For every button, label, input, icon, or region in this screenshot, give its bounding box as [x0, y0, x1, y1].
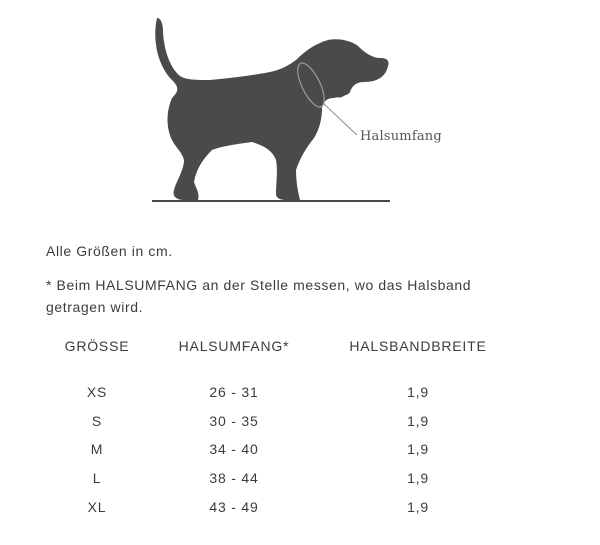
header-halsumfang: HALSUMFANG*	[178, 338, 290, 354]
dog-body-shape	[155, 18, 388, 200]
size-table	[46, 330, 516, 521]
size-cell: M	[90, 441, 104, 458]
table-row	[46, 435, 516, 464]
dog-silhouette-icon	[0, 0, 600, 215]
table-row	[46, 407, 516, 436]
units-note: Alle Größen in cm.	[46, 243, 173, 259]
size-cell: XS	[86, 384, 108, 401]
width-cell: 1,9	[407, 412, 429, 429]
neck-cell: 30 - 35	[209, 412, 259, 429]
dog-neck-measurement-figure	[0, 0, 600, 215]
header-halsbandbreite: HALSBANDBREITE	[349, 338, 487, 354]
header-groesse: GRÖSSE	[64, 338, 130, 354]
size-table-header-row	[46, 330, 516, 372]
halsumfang-callout-label: Halsumfang	[360, 129, 442, 144]
size-cell: L	[92, 470, 102, 487]
width-cell: 1,9	[407, 384, 429, 401]
callout-leader-line	[324, 104, 357, 135]
width-cell: 1,9	[407, 441, 429, 458]
table-row	[46, 492, 516, 521]
measure-note: * Beim HALSUMFANG an der Stelle messen, wo das Halsband getragen wird.	[46, 277, 472, 315]
neck-cell: 26 - 31	[209, 384, 259, 401]
neck-cell: 34 - 40	[209, 441, 259, 458]
table-row	[46, 372, 516, 407]
neck-cell: 43 - 49	[209, 498, 259, 515]
width-cell: 1,9	[407, 498, 429, 515]
width-cell: 1,9	[407, 470, 429, 487]
neck-cell: 38 - 44	[209, 470, 259, 487]
table-row	[46, 464, 516, 493]
size-cell: S	[91, 412, 103, 429]
size-cell: XL	[87, 498, 107, 515]
